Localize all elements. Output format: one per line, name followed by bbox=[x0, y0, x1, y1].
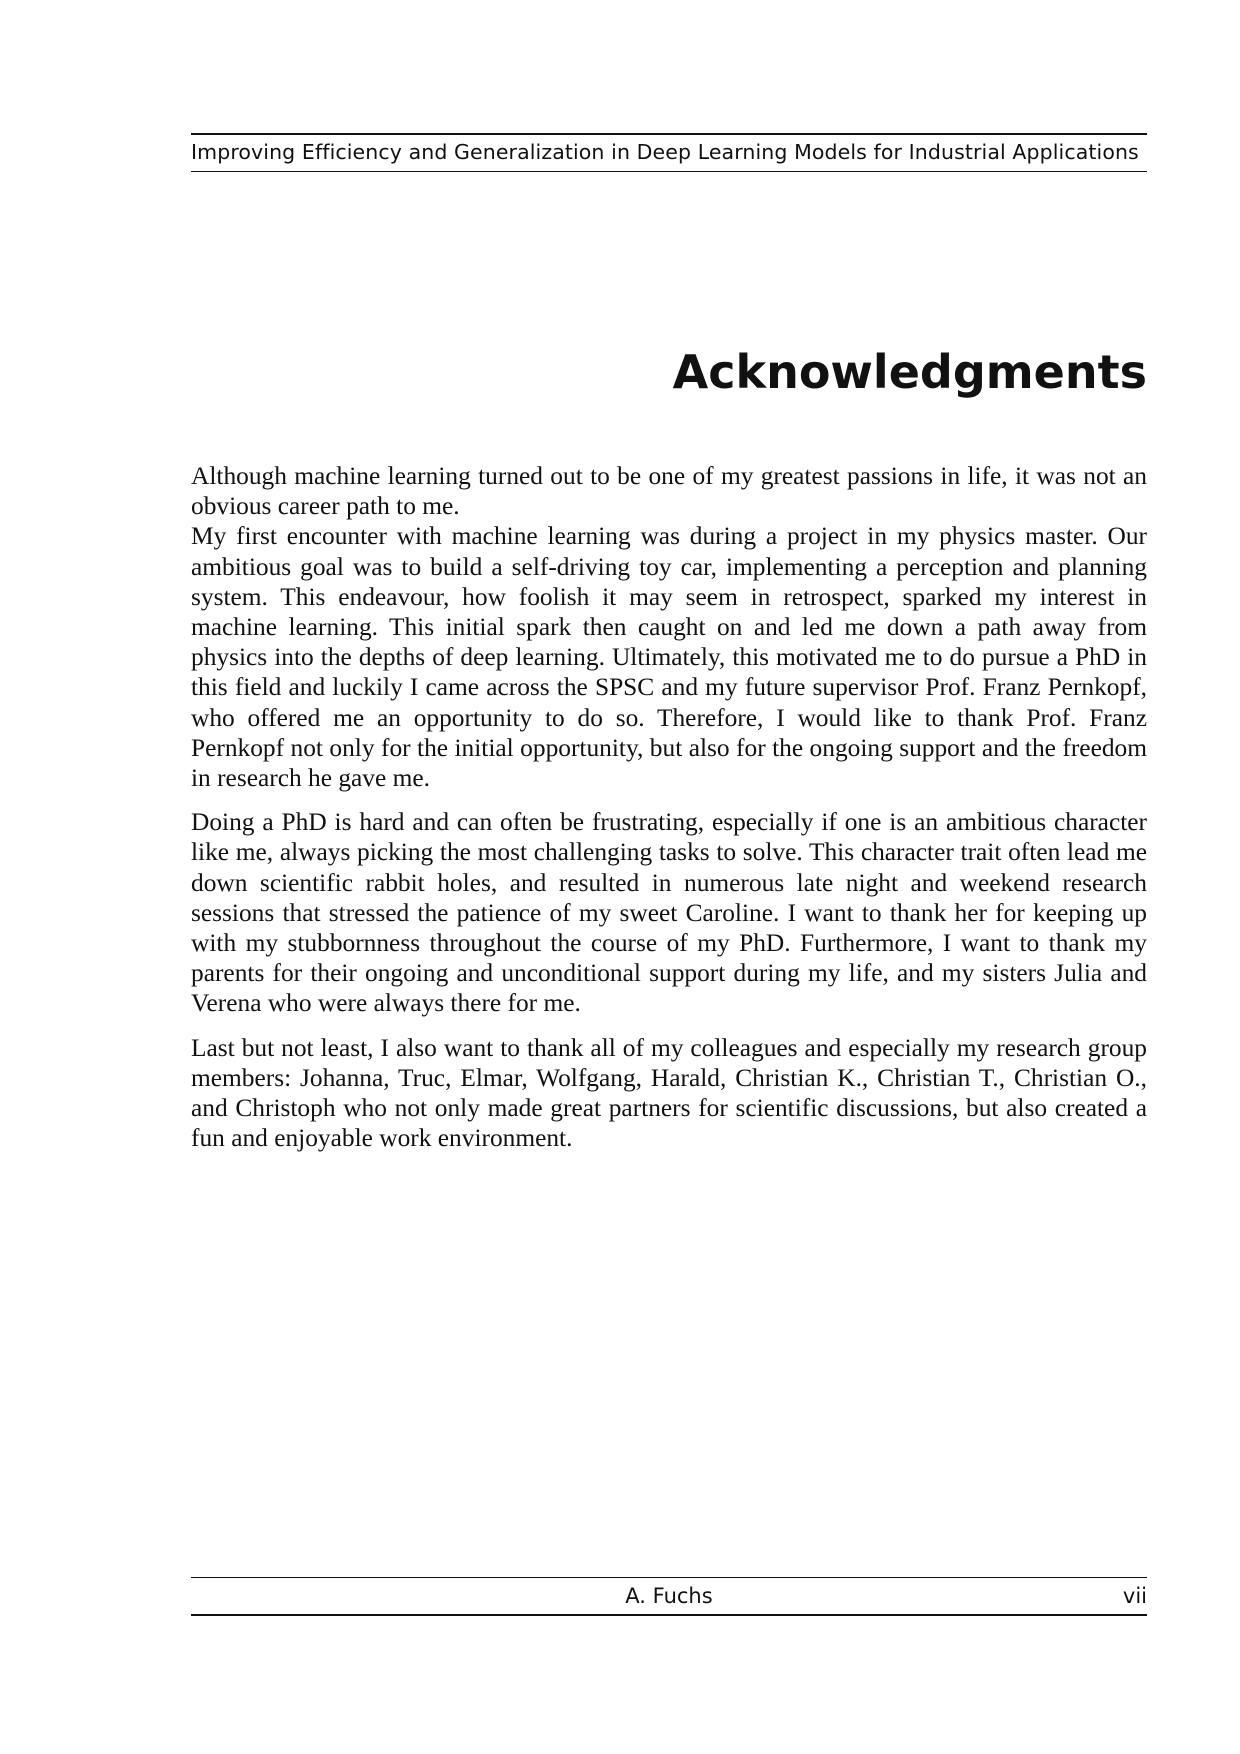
paragraph-1: Although machine learning turned out to be one of my greatest passions in life, it was not an obvious career path to me. bbox=[191, 462, 1147, 521]
footer-top-rule bbox=[191, 1577, 1147, 1578]
footer-author: A. Fuchs bbox=[625, 1584, 713, 1608]
paragraph-4: Last but not least, I also want to thank all of my colleagues and especially my research group members: Johanna, Truc, Elmar, Wolfgang, Harald, Christian K., Christian T., Christian O., and Christoph who not only made great partners for scientific discussions, but also created a fun and enjoyable work environment. bbox=[191, 1033, 1147, 1153]
footer-bottom-rule bbox=[191, 1614, 1147, 1616]
body-text bbox=[191, 461, 1147, 1167]
paragraph-2: My first encounter with machine learning was during a project in my physics master. Our ambitious goal was to build a self-driving toy car, implementing a perception and planning system. This endeavour, how foolish it may seem in retrospect, sparked my interest in machine learning. This initial spark then caught on and led me down a path away from physics into the depths of deep learning. Ultimately, this motivated me to do pursue a PhD in this field and luckily I came across the SPSC and my future supervisor Prof. Franz Pernkopf, who offered me an opportunity to do so. Therefore, I would like to thank Prof. Franz Pernkopf not only for the initial opportunity, but also for the ongoing support and the freedom in research he gave me. bbox=[191, 522, 1147, 793]
page-number: vii bbox=[1122, 1584, 1147, 1608]
header-top-rule bbox=[191, 133, 1147, 135]
chapter-title: Acknowledgments bbox=[672, 345, 1147, 399]
header-bottom-rule bbox=[191, 171, 1147, 172]
paragraph-3: Doing a PhD is hard and can often be frustrating, especially if one is an ambitious character like me, always picking the most challenging tasks to solve. This character trait often lead me down scientific rabbit holes, and resulted in numerous late night and weekend research sessions that stressed the patience of my sweet Caroline. I want to thank her for keeping up with my stubbornness throughout the course of my PhD. Furthermore, I want to thank my parents for their ongoing and unconditional support during my life, and my sisters Julia and Verena who were always there for me. bbox=[191, 808, 1147, 1018]
running-header: Improving Efficiency and Generalization in Deep Learning Models for Industrial Applications bbox=[191, 140, 1139, 164]
